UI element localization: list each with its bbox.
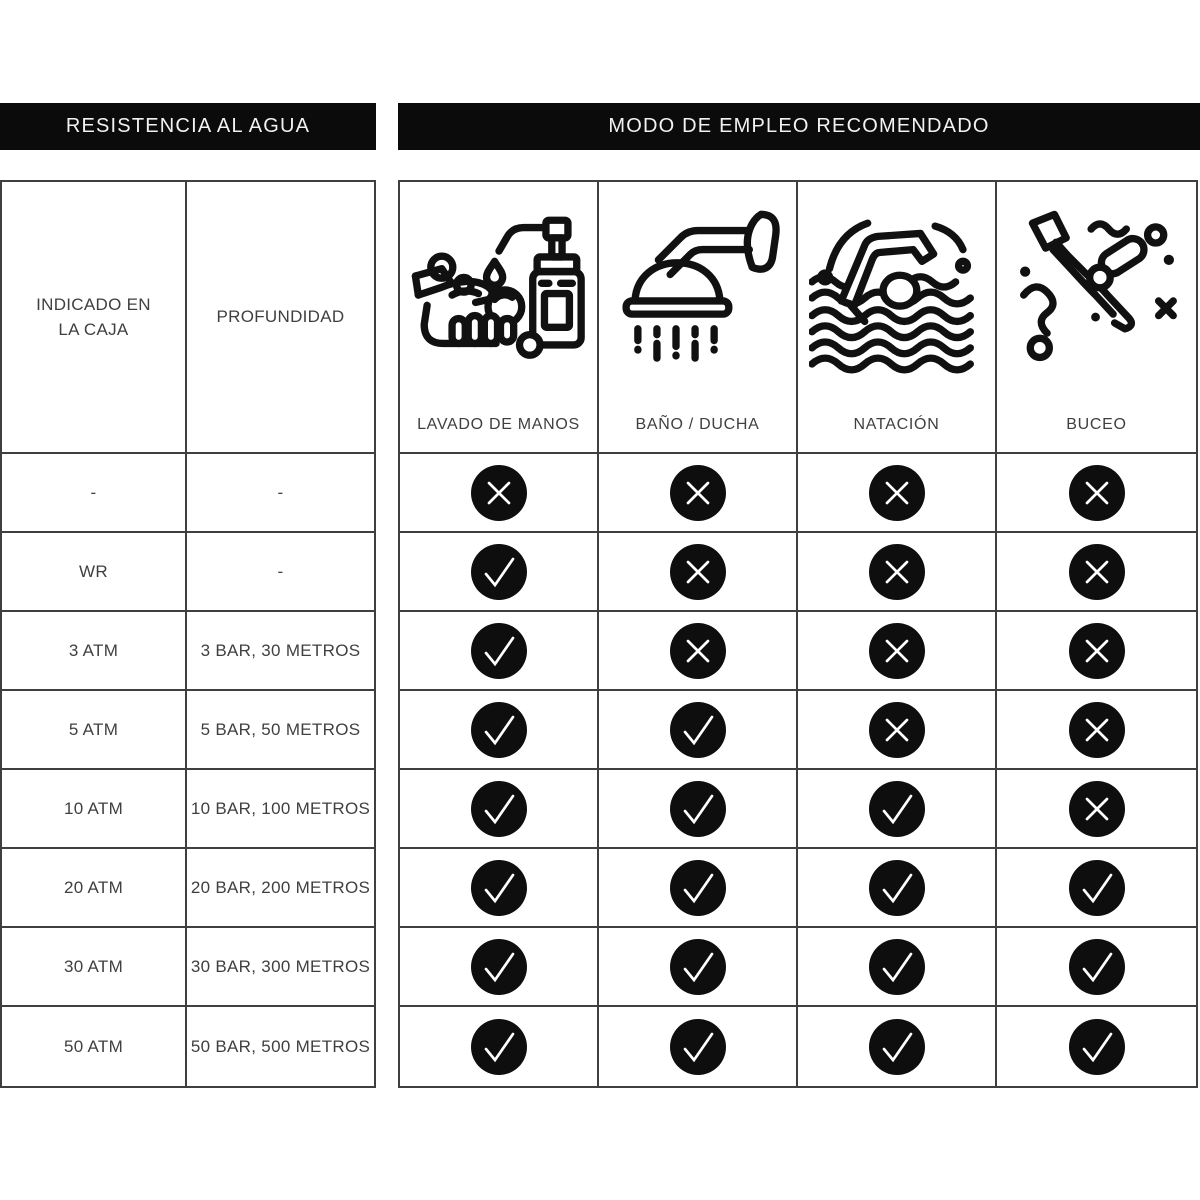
usage-mark — [670, 939, 726, 995]
check-icon — [1069, 860, 1125, 916]
usage-mark — [471, 1019, 527, 1075]
activity-label: LAVADO DE MANOS — [417, 416, 580, 433]
x-icon — [1069, 781, 1125, 837]
usage-mark — [471, 465, 527, 521]
icon-box — [400, 182, 597, 413]
usage-mark — [670, 1019, 726, 1075]
mark-cell — [599, 454, 798, 533]
check-icon — [471, 1019, 527, 1075]
usage-mark — [670, 781, 726, 837]
x-icon — [471, 465, 527, 521]
usage-mark — [471, 702, 527, 758]
check-icon — [1069, 939, 1125, 995]
check-icon — [869, 781, 925, 837]
mark-cell — [798, 454, 997, 533]
x-icon — [1069, 544, 1125, 600]
check-icon — [471, 702, 527, 758]
check-icon — [670, 860, 726, 916]
x-icon — [869, 544, 925, 600]
usage-mark — [1069, 544, 1125, 600]
usage-mark — [670, 860, 726, 916]
usage-mark — [869, 781, 925, 837]
profundidad-cell: 10 BAR, 100 METROS — [187, 770, 374, 849]
mark-cell — [400, 691, 599, 770]
usage-mark — [471, 623, 527, 679]
usage-mark — [1069, 623, 1125, 679]
mark-cell — [798, 612, 997, 691]
mark-cell — [400, 849, 599, 928]
mark-cell — [798, 928, 997, 1007]
mark-cell — [599, 533, 798, 612]
icon-box — [599, 182, 796, 413]
mark-cell — [599, 691, 798, 770]
check-icon — [869, 1019, 925, 1075]
column-header-caja: INDICADO EN LA CAJA — [2, 182, 187, 454]
usage-mark — [471, 544, 527, 600]
caja-cell: - — [2, 454, 187, 533]
usage-mark — [1069, 1019, 1125, 1075]
check-icon — [471, 623, 527, 679]
x-icon — [670, 465, 726, 521]
usage-mark — [869, 544, 925, 600]
profundidad-cell: 5 BAR, 50 METROS — [187, 691, 374, 770]
mark-cell — [997, 454, 1196, 533]
activity-label: BAÑO / DUCHA — [635, 416, 760, 433]
check-icon — [471, 544, 527, 600]
icon-box — [997, 182, 1196, 413]
mark-cell — [798, 770, 997, 849]
mark-cell — [997, 533, 1196, 612]
activity-label: BUCEO — [1066, 416, 1127, 433]
mark-cell — [798, 1007, 997, 1086]
activity-header-shower — [599, 182, 798, 454]
swimming-icon — [809, 210, 985, 386]
x-icon — [670, 623, 726, 679]
hand-washing-icon — [411, 210, 587, 386]
caja-cell: 30 ATM — [2, 928, 187, 1007]
check-icon — [869, 939, 925, 995]
profundidad-cell: 3 BAR, 30 METROS — [187, 612, 374, 691]
mark-cell — [997, 691, 1196, 770]
mark-cell — [599, 770, 798, 849]
usage-mark — [670, 702, 726, 758]
right-section-title: MODO DE EMPLEO RECOMENDADO — [608, 115, 990, 137]
mark-cell — [798, 691, 997, 770]
check-icon — [471, 781, 527, 837]
usage-mark — [869, 465, 925, 521]
caja-cell: 5 ATM — [2, 691, 187, 770]
mark-cell — [400, 612, 599, 691]
usage-mark — [1069, 781, 1125, 837]
mark-cell — [997, 849, 1196, 928]
usage-mark — [1069, 702, 1125, 758]
usage-mark — [869, 1019, 925, 1075]
left-section-title-bar — [0, 103, 376, 150]
caja-cell: 3 ATM — [2, 612, 187, 691]
activity-header-diving — [997, 182, 1196, 454]
x-icon — [1069, 702, 1125, 758]
x-icon — [869, 623, 925, 679]
usage-mark — [670, 465, 726, 521]
mark-cell — [599, 849, 798, 928]
scuba-diving-icon — [1009, 210, 1185, 386]
mark-cell — [798, 849, 997, 928]
check-icon — [1069, 1019, 1125, 1075]
check-icon — [869, 860, 925, 916]
right-section-title-bar — [398, 103, 1200, 150]
usage-mark — [869, 860, 925, 916]
profundidad-cell: - — [187, 454, 374, 533]
check-icon — [471, 939, 527, 995]
mark-cell — [997, 1007, 1196, 1086]
profundidad-cell: 20 BAR, 200 METROS — [187, 849, 374, 928]
check-icon — [670, 702, 726, 758]
caja-cell: WR — [2, 533, 187, 612]
mark-cell — [599, 928, 798, 1007]
caja-cell: 20 ATM — [2, 849, 187, 928]
usage-mark — [471, 781, 527, 837]
mark-cell — [997, 612, 1196, 691]
profundidad-cell: 30 BAR, 300 METROS — [187, 928, 374, 1007]
mark-cell — [997, 770, 1196, 849]
icon-box — [798, 182, 995, 413]
profundidad-cell: - — [187, 533, 374, 612]
usage-mark — [869, 939, 925, 995]
check-icon — [670, 781, 726, 837]
usage-mark — [1069, 939, 1125, 995]
mark-cell — [400, 454, 599, 533]
column-header-profundidad: PROFUNDIDAD — [187, 182, 374, 454]
mark-cell — [400, 533, 599, 612]
mark-cell — [997, 928, 1196, 1007]
x-icon — [1069, 465, 1125, 521]
profundidad-cell: 50 BAR, 500 METROS — [190, 1036, 371, 1056]
mark-cell — [400, 770, 599, 849]
activity-header-hand-washing — [400, 182, 599, 454]
check-icon — [670, 1019, 726, 1075]
check-icon — [670, 939, 726, 995]
caja-cell: 50 ATM — [2, 1007, 187, 1086]
usage-mark — [471, 939, 527, 995]
usage-mark — [670, 544, 726, 600]
check-icon — [471, 860, 527, 916]
usage-mark — [869, 623, 925, 679]
mark-cell — [599, 1007, 798, 1086]
water-resistance-table — [0, 180, 376, 1088]
usage-mark — [1069, 860, 1125, 916]
usage-mark — [670, 623, 726, 679]
usage-mark — [1069, 465, 1125, 521]
x-icon — [869, 702, 925, 758]
activity-label: NATACIÓN — [853, 416, 940, 433]
activity-header-swimming — [798, 182, 997, 454]
shower-icon — [610, 210, 786, 386]
x-icon — [1069, 623, 1125, 679]
left-section-title: RESISTENCIA AL AGUA — [65, 115, 311, 137]
usage-mark — [471, 860, 527, 916]
mark-cell — [400, 928, 599, 1007]
mark-cell — [798, 533, 997, 612]
recommended-usage-table — [398, 180, 1198, 1088]
mark-cell — [599, 612, 798, 691]
usage-mark — [869, 702, 925, 758]
caja-cell: 10 ATM — [2, 770, 187, 849]
x-icon — [670, 544, 726, 600]
mark-cell — [400, 1007, 599, 1086]
x-icon — [869, 465, 925, 521]
